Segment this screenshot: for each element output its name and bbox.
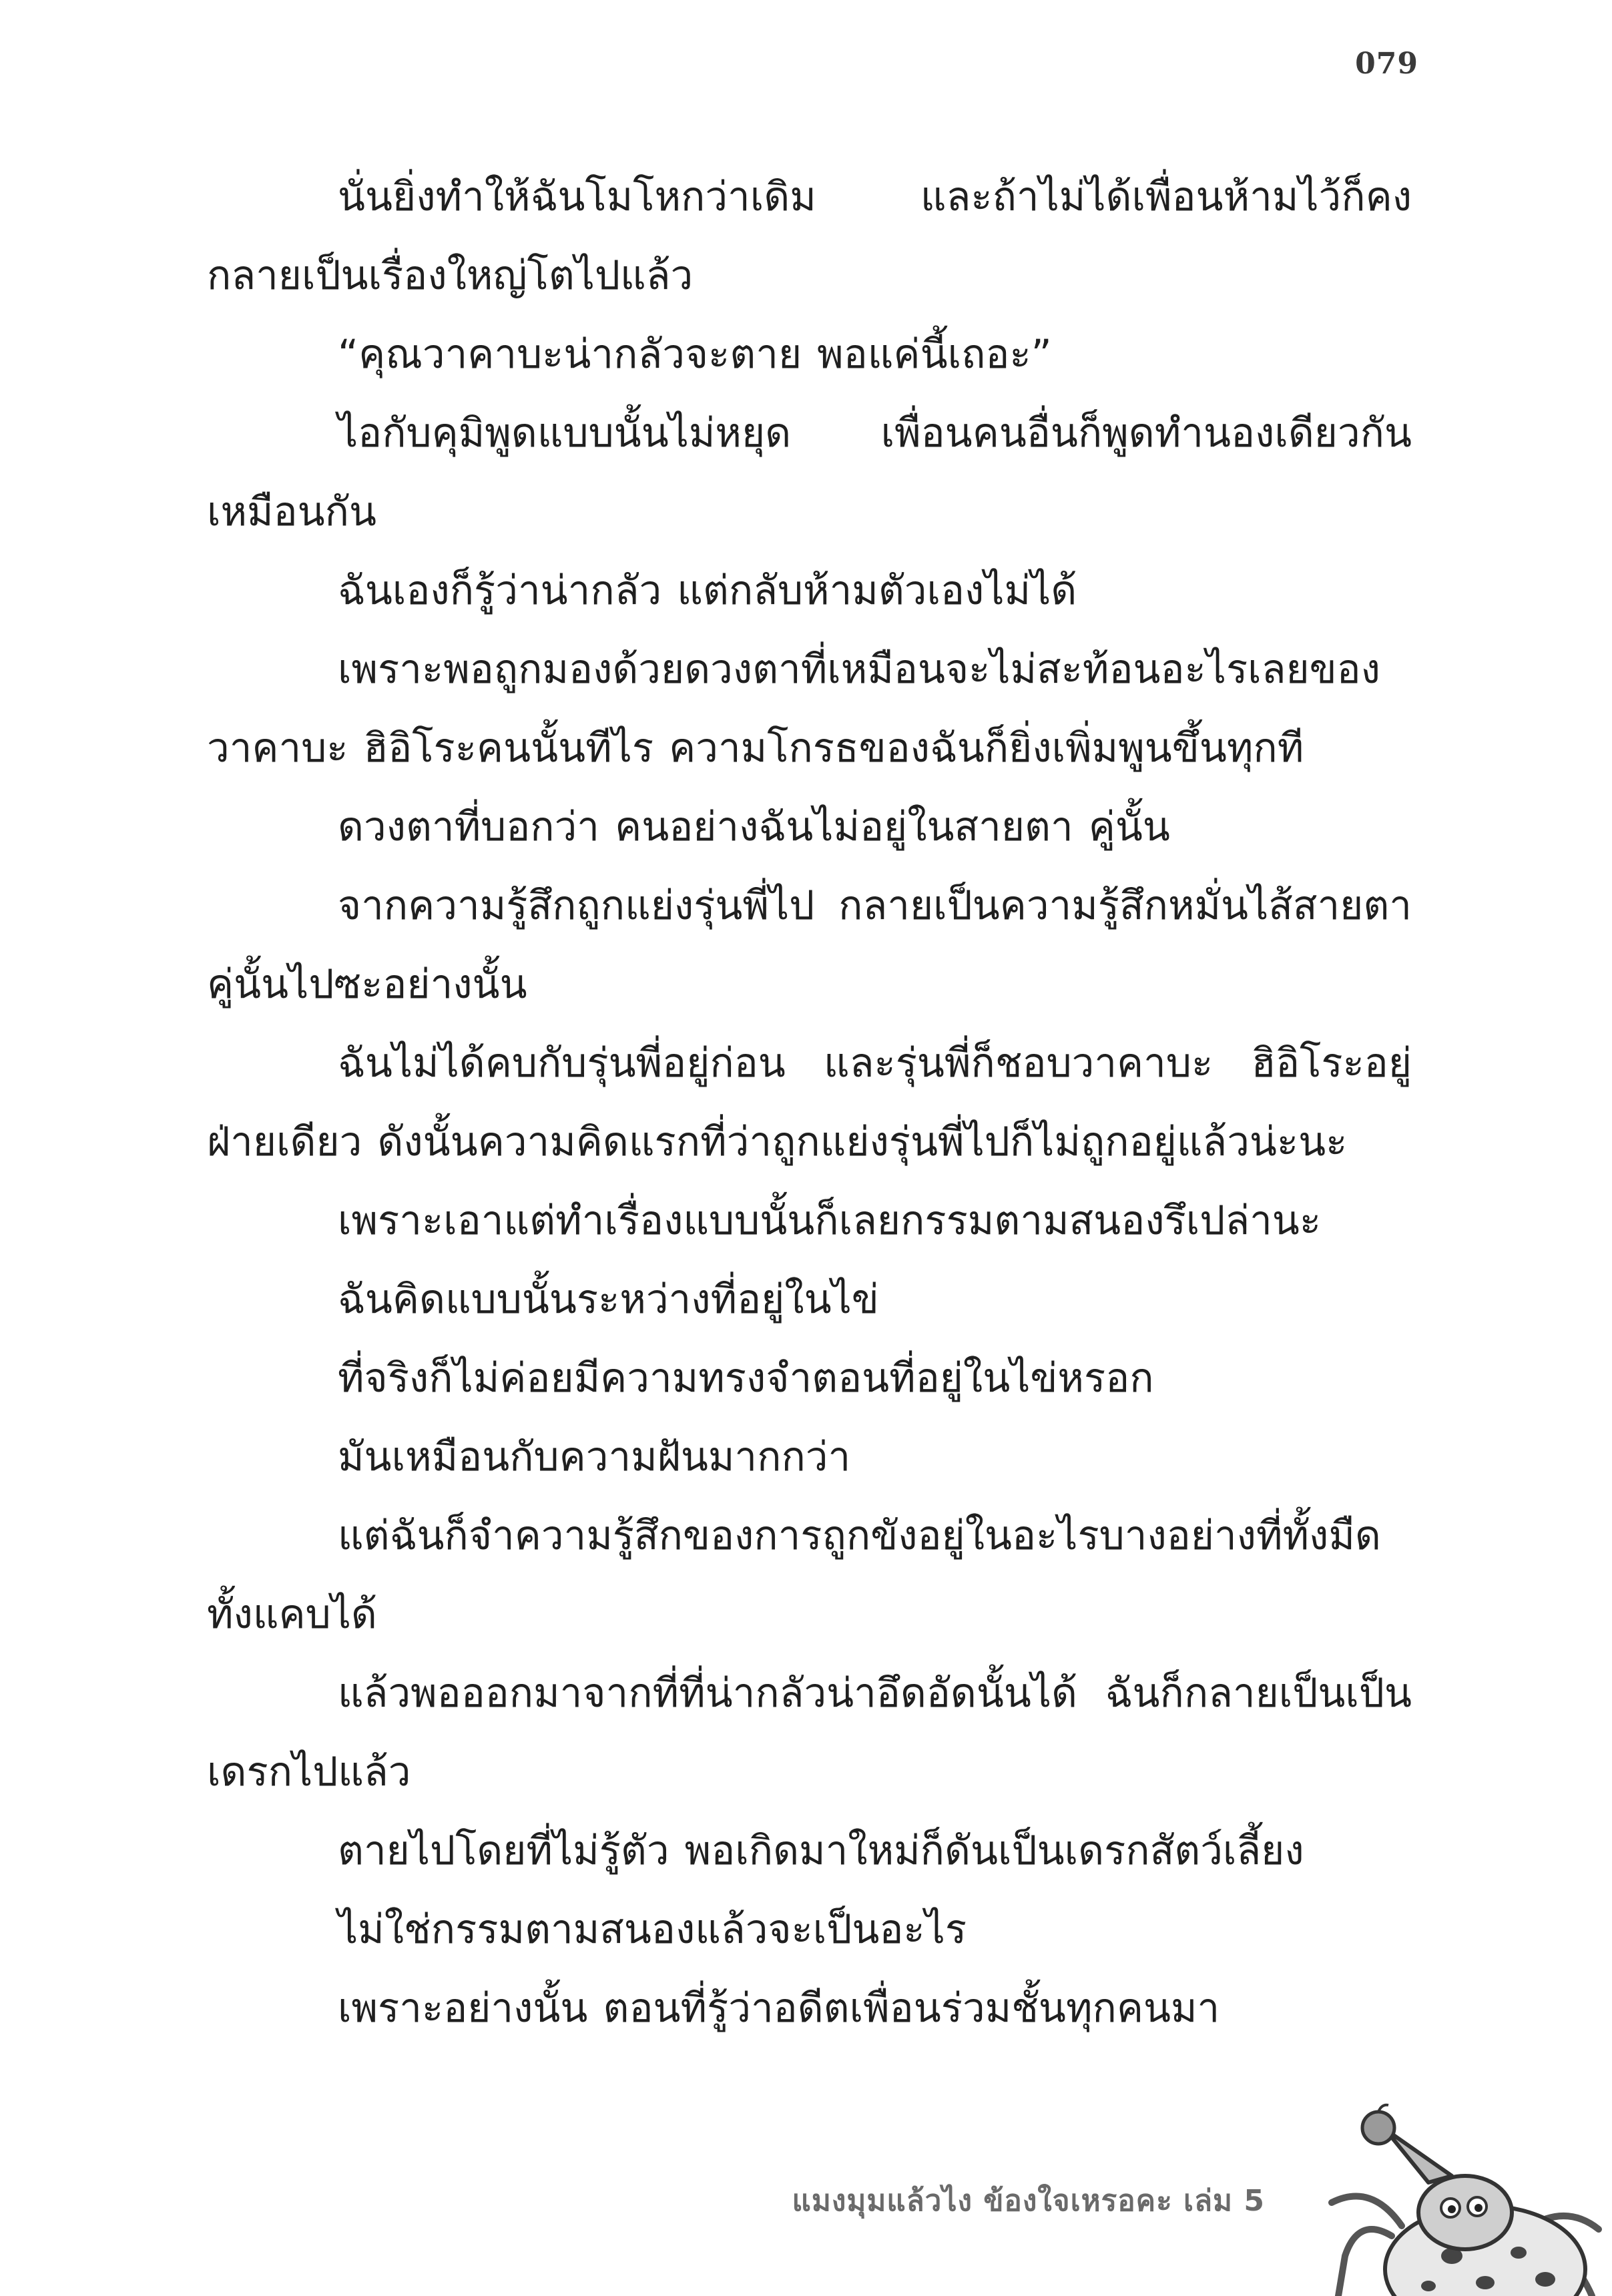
paragraph: ดวงตาที่บอกว่า คนอย่างฉันไม่อยู่ในสายตา คู่นั้น bbox=[338, 804, 1170, 850]
paragraph: เพราะเอาแต่ทำเรื่องแบบนั้นก็เลยกรรมตามสนองรึเปล่านะ bbox=[338, 1197, 1322, 1244]
paragraph: ฉันเองก็รู้ว่าน่ากลัว แต่กลับห้ามตัวเองไม่ได้ bbox=[338, 567, 1077, 614]
paragraph: ตายไปโดยที่ไม่รู้ตัว พอเกิดมาใหม่ก็ดันเป็นเดรกสัตว์เลี้ยง bbox=[338, 1827, 1304, 1874]
paragraph: ฉันคิดแบบนั้นระหว่างที่อยู่ในไข่ bbox=[338, 1276, 879, 1323]
paragraph: นั่นยิ่งทำให้ฉันโมโหกว่าเดิม และถ้าไม่ได้เพื่อนห้ามไว้ก็คงกลายเป็นเรื่องใหญ่โตไปแล้ว bbox=[207, 174, 1412, 299]
paragraph: เพราะอย่างนั้น ตอนที่รู้ว่าอดีตเพื่อนร่วมชั้นทุกคนมา bbox=[338, 1985, 1220, 2032]
paragraph: แล้วพอออกมาจากที่ที่น่ากลัวน่าอึดอัดนั้นได้ ฉันก็กลายเป็นเป็นเดรกไปแล้ว bbox=[207, 1670, 1412, 1795]
paragraph: “คุณวาคาบะน่ากลัวจะตาย พอแค่นี้เถอะ” bbox=[338, 331, 1052, 378]
paragraph: เพราะพอถูกมองด้วยดวงตาที่เหมือนจะไม่สะท้อนอะไรเลยของวาคาบะ ฮิอิโระคนนั้นทีไร ความโกรธของฉันก็ยิ่งเพิ่มพูนขึ้นทุกที bbox=[207, 646, 1380, 772]
paragraph: ไม่ใช่กรรมตามสนองแล้วจะเป็นอะไร bbox=[338, 1906, 967, 1953]
paragraph: แต่ฉันก็จำความรู้สึกของการถูกขังอยู่ในอะไรบางอย่างที่ทั้งมืดทั้งแคบได้ bbox=[207, 1512, 1381, 1638]
body-text bbox=[207, 158, 1412, 2048]
footer-book-title: แมงมุมแล้วไง ข้องใจเหรอคะ เล่ม 5 bbox=[792, 2184, 1265, 2218]
spider-mascot-icon bbox=[1285, 2102, 1612, 2296]
paragraph: จากความรู้สึกถูกแย่งรุ่นพี่ไป กลายเป็นความรู้สึกหมั่นไส้สายตาคู่นั้นไปซะอย่างนั้น bbox=[207, 882, 1412, 1008]
page-number: 079 bbox=[1355, 47, 1418, 81]
paragraph: ที่จริงก็ไม่ค่อยมีความทรงจำตอนที่อยู่ในไข่หรอก bbox=[338, 1355, 1154, 1402]
paragraph: ไอกับคุมิพูดแบบนั้นไม่หยุด เพื่อนคนอื่นก็พูดทำนองเดียวกันเหมือนกัน bbox=[207, 410, 1412, 535]
paragraph: ฉันไม่ได้คบกับรุ่นพี่อยู่ก่อน และรุ่นพี่ก็ชอบวาคาบะ ฮิอิโระอยู่ฝ่ายเดียว ดังนั้นความคิดแรกที่ว่าถูกแย่งรุ่นพี่ไปก็ไม่ถูกอยู่แล้วน่ะนะ bbox=[207, 1040, 1412, 1165]
paragraph: มันเหมือนกับความฝันมากกว่า bbox=[338, 1434, 851, 1480]
